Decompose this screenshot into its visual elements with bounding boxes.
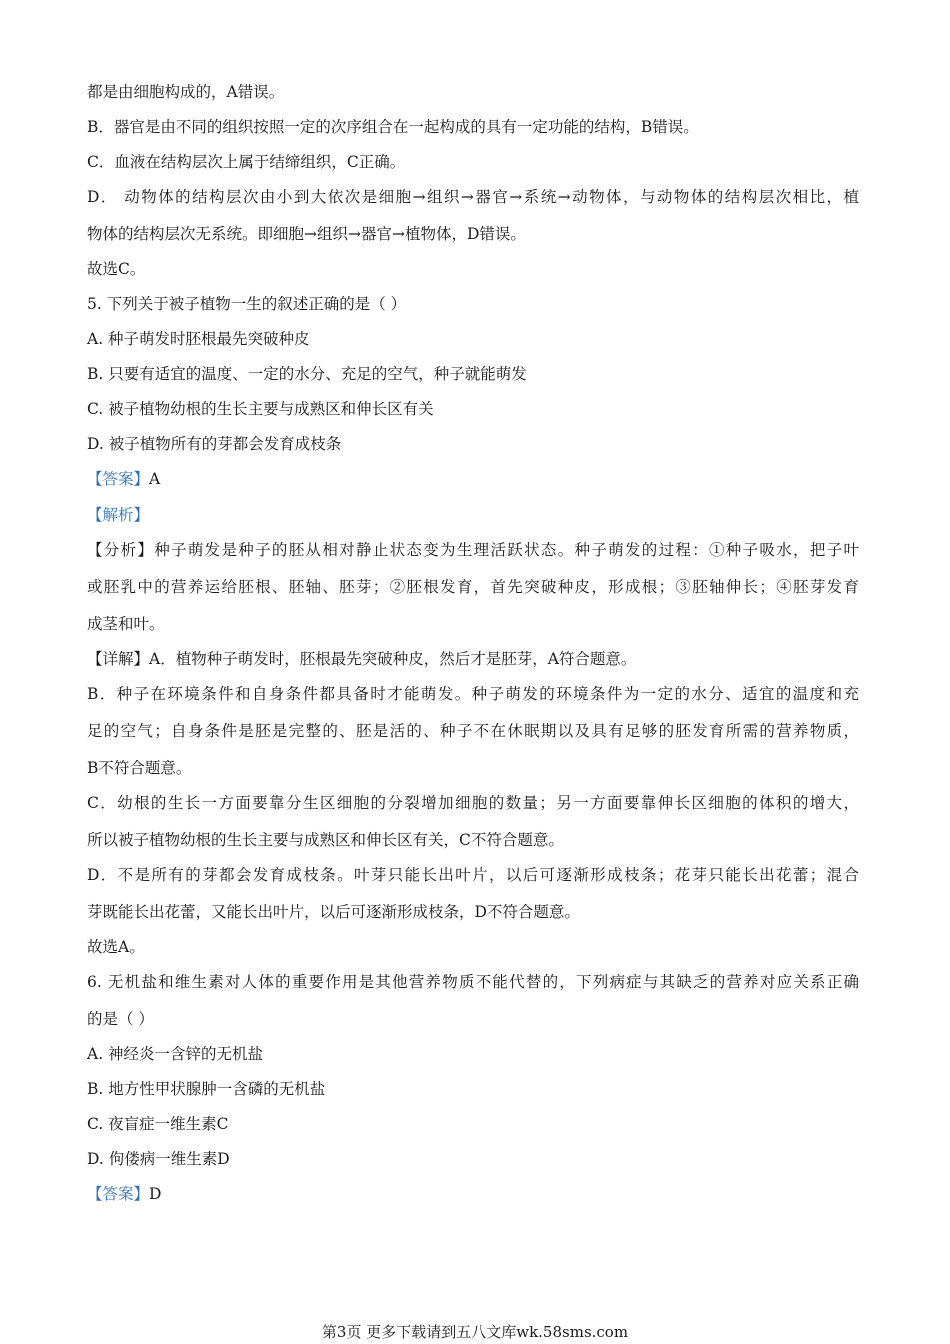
question-6-stem: 的是（ ） [87, 1010, 154, 1028]
text-line: 故选C。 [87, 260, 146, 278]
text-line: B．器官是由不同的组织按照一定的次序组合在一起构成的具有一定功能的结构，B错误。 [87, 118, 699, 136]
analysis-tag: 【解析】 [87, 506, 150, 524]
text-line: C．血液在结构层次上属于结缔组织，C正确。 [87, 153, 406, 171]
question-6-stem: 6. 无机盐和维生素对人体的重要作用是其他营养物质不能代替的，下列病症与其缺乏的营养对应关系正确 [87, 973, 859, 991]
detail-line: B．种子在环境条件和自身条件都具备时才能萌发。种子萌发的环境条件为一定的水分、适宜的温度和充 [87, 685, 859, 703]
question-6-answer [87, 1184, 161, 1204]
xiangjie-tag: 【详解】 [87, 650, 150, 668]
question-5-option-a: A. 种子萌发时胚根最先突破种皮 [87, 330, 310, 348]
analysis-line [87, 540, 859, 560]
answer-value: D [149, 1185, 162, 1203]
question-6-option-c: C. 夜盲症一维生素C [87, 1115, 229, 1133]
question-5-stem: 5. 下列关于被子植物一生的叙述正确的是（ ） [87, 295, 407, 313]
question-6-option-d: D. 佝偻病一维生素D [87, 1150, 230, 1168]
answer-value: A [149, 470, 161, 488]
question-6-option-a: A. 神经炎一含锌的无机盐 [87, 1045, 264, 1063]
question-5-option-b: B. 只要有适宜的温度、一定的水分、充足的空气，种子就能萌发 [87, 365, 527, 383]
text-line: 物体的结构层次无系统。即细胞→组织→器官→植物体，D错误。 [87, 225, 526, 243]
answer-tag: 【答案】 [87, 1185, 150, 1203]
question-5-option-d: D. 被子植物所有的芽都会发育成枝条 [87, 435, 342, 453]
detail-line: 足的空气；自身条件是胚是完整的、胚是活的、种子不在休眠期以及具有足够的胚发育所需的营养物质， [87, 722, 859, 740]
detail-line: 所以被子植物幼根的生长主要与成熟区和伸长区有关，C不符合题意。 [87, 831, 564, 849]
fenxi-tag: 【分析】 [87, 541, 155, 559]
analysis-line: 或胚乳中的营养运给胚根、胚轴、胚芽；②胚根发育，首先突破种皮，形成根；③胚轴伸长；④胚芽发育 [87, 578, 859, 596]
fenxi-text: 种子萌发是种子的胚从相对静止状态变为生理活跃状态。种子萌发的过程：①种子吸水，把子叶 [154, 541, 859, 559]
question-5-answer [87, 469, 160, 489]
question-5-analysis-heading [87, 505, 149, 525]
xiangjie-text: A．植物种子萌发时，胚根最先突破种皮，然后才是胚芽，A符合题意。 [149, 650, 637, 668]
answer-tag: 【答案】 [87, 470, 150, 488]
question-6-option-b: B. 地方性甲状腺肿一含磷的无机盐 [87, 1080, 326, 1098]
analysis-line: 成茎和叶。 [87, 615, 165, 633]
detail-line: 芽既能长出花蕾，又能长出叶片，以后可逐渐形成枝条，D不符合题意。 [87, 903, 580, 921]
detail-line [87, 649, 636, 669]
detail-line: 故选A。 [87, 938, 145, 956]
text-line: D． 动物体的结构层次由小到大依次是细胞→组织→器官→系统→动物体，与动物体的结构层次相比，植 [87, 188, 859, 206]
question-5-option-c: C. 被子植物幼根的生长主要与成熟区和伸长区有关 [87, 400, 434, 418]
detail-line: C．幼根的生长一方面要靠分生区细胞的分裂增加细胞的数量；另一方面要靠伸长区细胞的体积的增大， [87, 794, 859, 812]
page-footer: 第3页 更多下载请到五八文库wk.58sms.com [321, 1323, 629, 1341]
detail-line: D．不是所有的芽都会发育成枝条。叶芽只能长出叶片，以后可逐渐形成枝条；花芽只能长出花蕾；混合 [87, 866, 859, 884]
detail-line: B不符合题意。 [87, 759, 192, 777]
text-line: 都是由细胞构成的，A错误。 [87, 83, 285, 101]
